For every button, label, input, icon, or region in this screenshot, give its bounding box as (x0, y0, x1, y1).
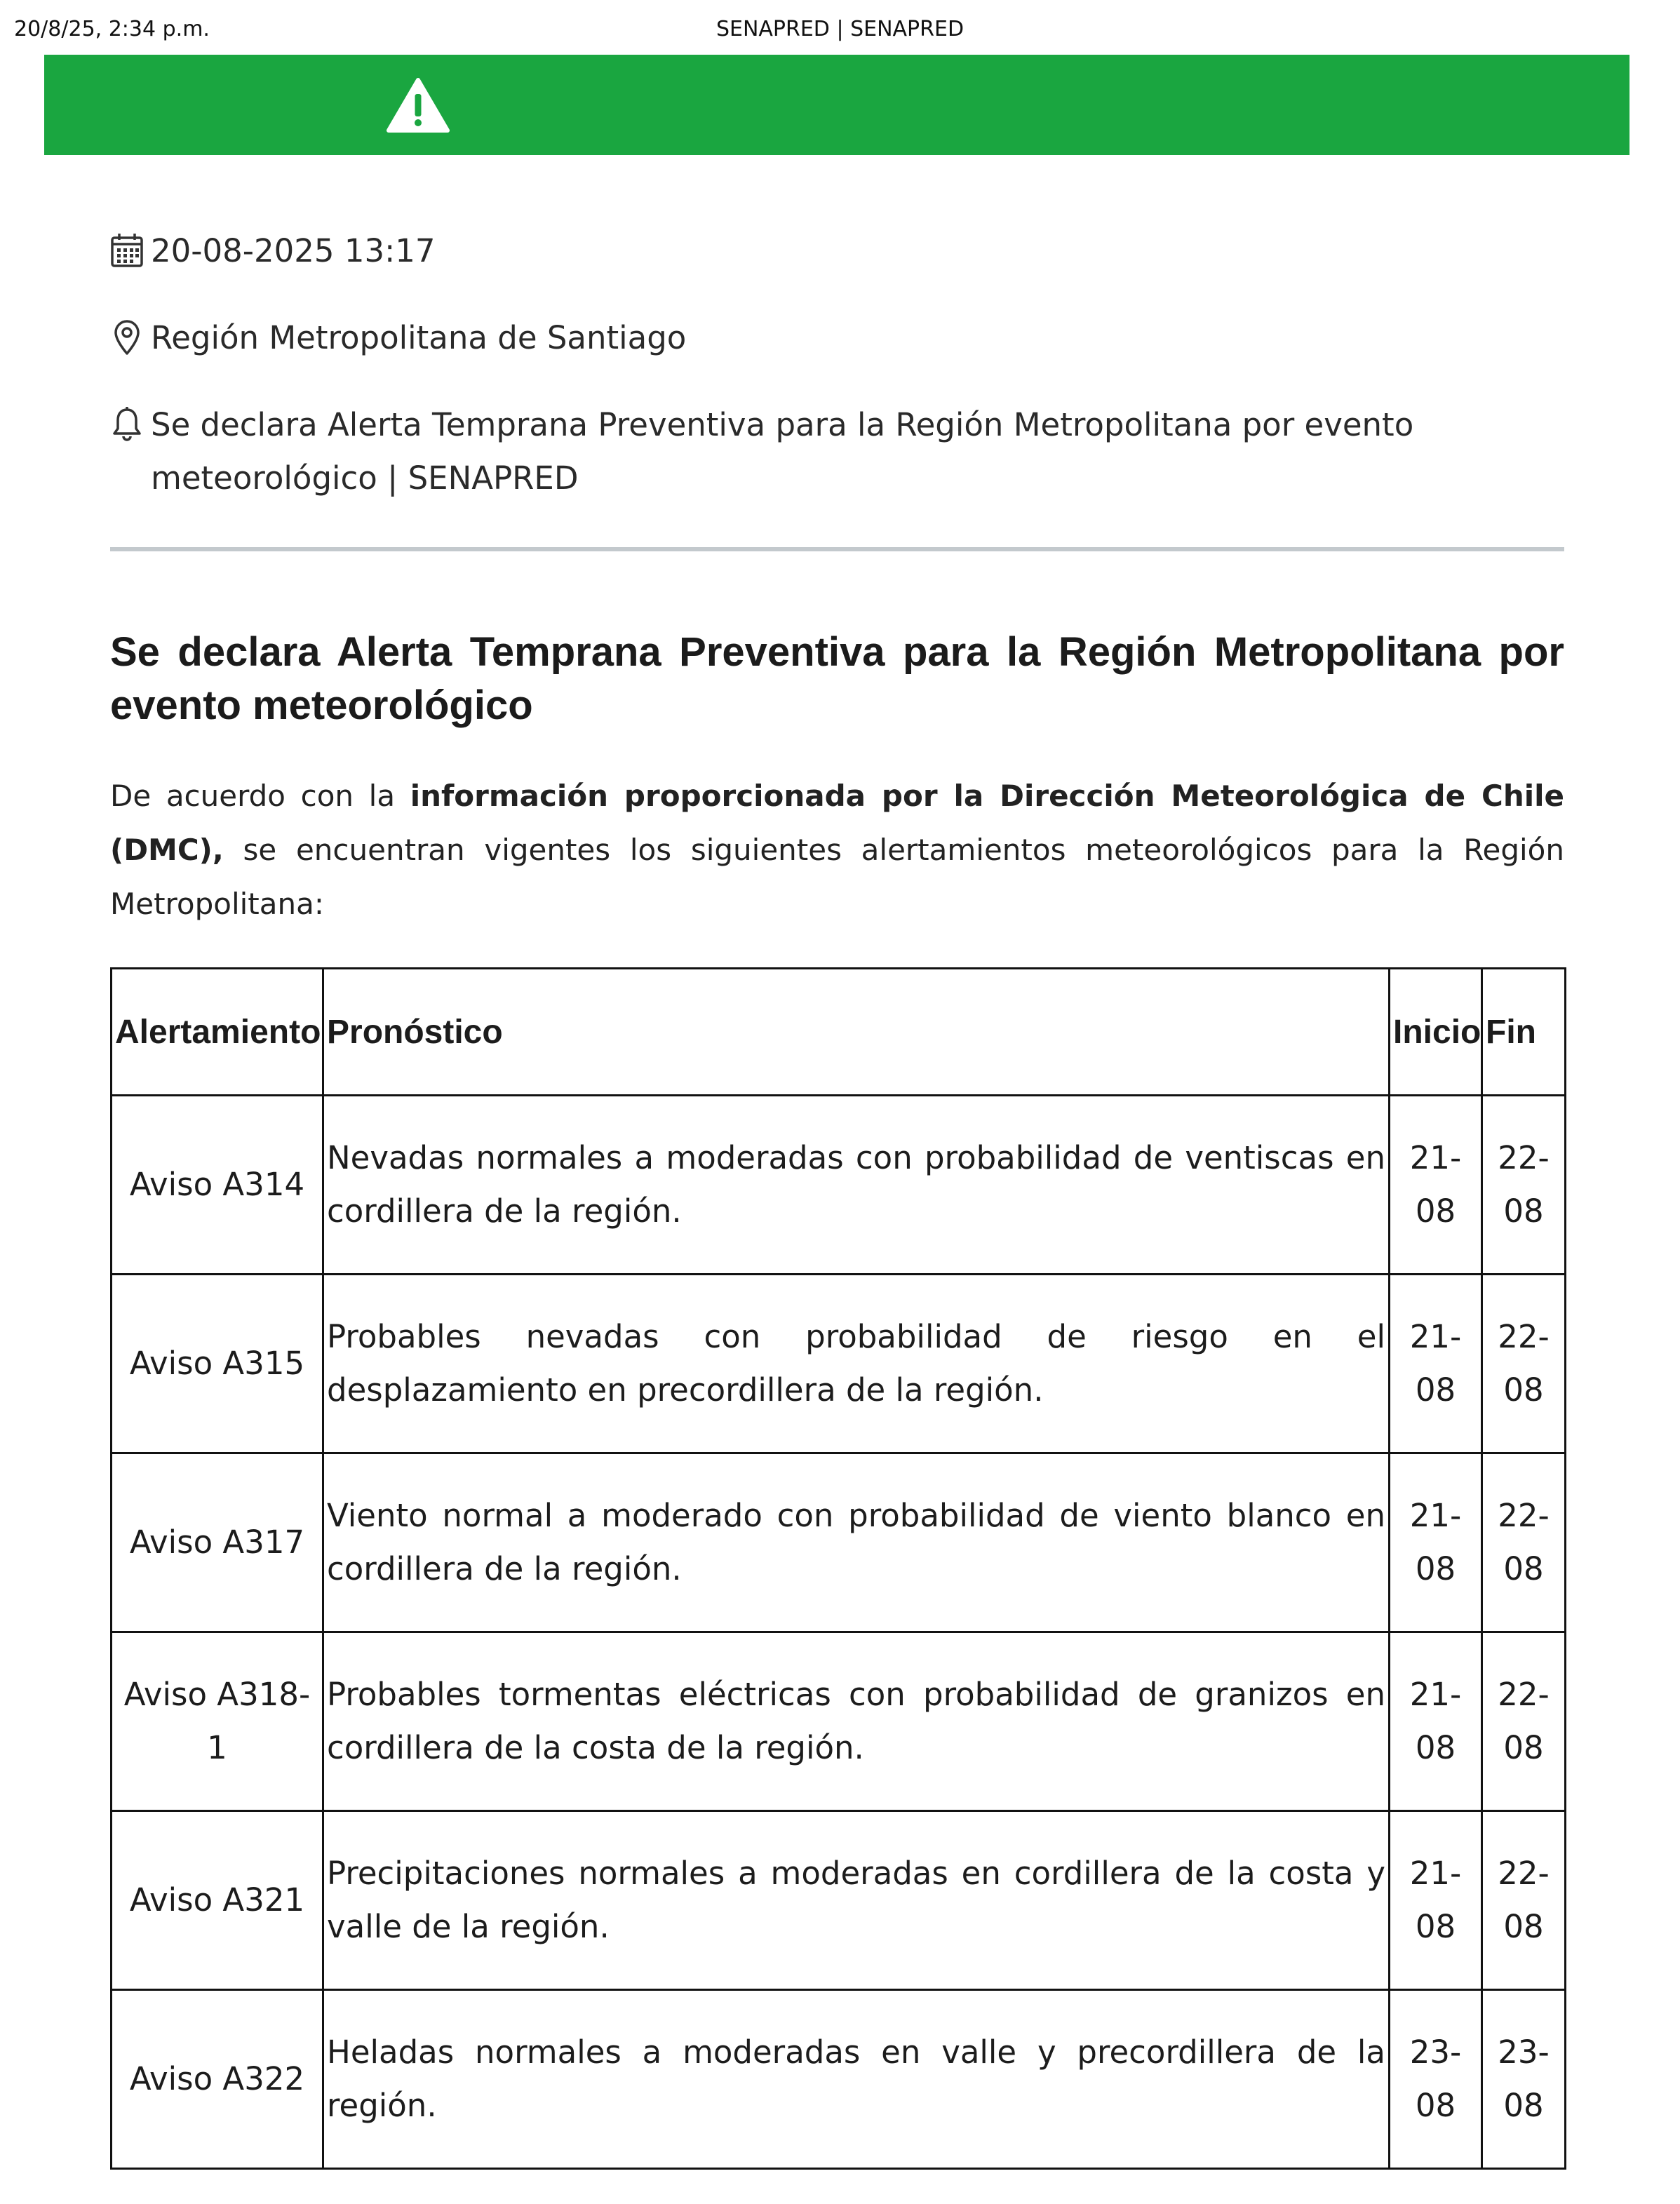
alert-end: 22-08 (1482, 1275, 1566, 1453)
meta-datetime (110, 224, 1564, 278)
alert-code: Aviso A321 (112, 1811, 323, 1990)
alert-code: Aviso A315 (112, 1275, 323, 1453)
bell-icon (110, 405, 144, 443)
alert-end: 22-08 (1482, 1811, 1566, 1990)
alert-banner (44, 55, 1629, 155)
header-alertamiento: Alertamiento (112, 969, 323, 1096)
alerts-table (110, 967, 1566, 2170)
alert-end: 22-08 (1482, 1632, 1566, 1811)
header-pronostico: Pronóstico (323, 969, 1390, 1096)
alert-forecast: Nevadas normales a moderadas con probabilidad de ventiscas en cordillera de la región. (323, 1096, 1390, 1275)
alert-end: 23-08 (1482, 1990, 1566, 2169)
alert-notice: Se declara Alerta Temprana Preventiva para la Región Metropolitana por evento meteorológico | SENAPRED (151, 406, 1414, 497)
print-date: 20/8/25, 2:34 p.m. (14, 17, 210, 41)
article-intro (110, 769, 1564, 931)
table-row (112, 1453, 1566, 1632)
divider (110, 547, 1564, 551)
meta-location (110, 311, 1564, 365)
intro-text-before: De acuerdo con la (110, 779, 410, 813)
alert-forecast: Probables nevadas con probabilidad de riesgo en el desplazamiento en precordillera de la región. (323, 1275, 1390, 1453)
alert-start: 21-08 (1390, 1453, 1482, 1632)
table-row (112, 1275, 1566, 1453)
location-pin-icon (110, 318, 144, 356)
alert-end: 22-08 (1482, 1096, 1566, 1275)
alert-location: Región Metropolitana de Santiago (151, 319, 687, 356)
intro-source-bold: información proporcionada por la Dirección Meteorológica de Chile (DMC), (110, 779, 1564, 867)
alert-forecast: Precipitaciones normales a moderadas en cordillera de la costa y valle de la región. (323, 1811, 1390, 1990)
alert-start: 21-08 (1390, 1275, 1482, 1453)
meta-notice (110, 398, 1564, 505)
alert-start: 23-08 (1390, 1990, 1482, 2169)
print-header (0, 0, 1680, 56)
alert-start: 21-08 (1390, 1811, 1482, 1990)
alert-end: 22-08 (1482, 1453, 1566, 1632)
alert-code: Aviso A314 (112, 1096, 323, 1275)
header-inicio: Inicio (1390, 969, 1482, 1096)
table-row (112, 1096, 1566, 1275)
intro-text-after: se encuentran vigentes los siguientes alertamientos meteorológicos para la Región Metropolitana: (110, 833, 1564, 921)
article-title: Se declara Alerta Temprana Preventiva para la Región Metropolitana por evento meteorológico (110, 629, 1564, 728)
table-row (112, 1990, 1566, 2169)
alert-start: 21-08 (1390, 1632, 1482, 1811)
article-content (110, 224, 1564, 2170)
alert-datetime: 20-08-2025 13:17 (151, 232, 436, 269)
alert-forecast: Probables tormentas eléctricas con probabilidad de granizos en cordillera de la costa de la región. (323, 1632, 1390, 1811)
table-header-row (112, 969, 1566, 1096)
alert-code: Aviso A317 (112, 1453, 323, 1632)
alert-code: Aviso A318-1 (112, 1632, 323, 1811)
alert-forecast: Heladas normales a moderadas en valle y precordillera de la región. (323, 1990, 1390, 2169)
alert-code: Aviso A322 (112, 1990, 323, 2169)
calendar-icon (110, 231, 144, 269)
warning-icon (387, 77, 450, 133)
alert-start: 21-08 (1390, 1096, 1482, 1275)
header-fin: Fin (1482, 969, 1566, 1096)
print-title: SENAPRED | SENAPRED (715, 17, 965, 41)
alert-forecast: Viento normal a moderado con probabilidad de viento blanco en cordillera de la región. (323, 1453, 1390, 1632)
table-row (112, 1811, 1566, 1990)
table-row (112, 1632, 1566, 1811)
